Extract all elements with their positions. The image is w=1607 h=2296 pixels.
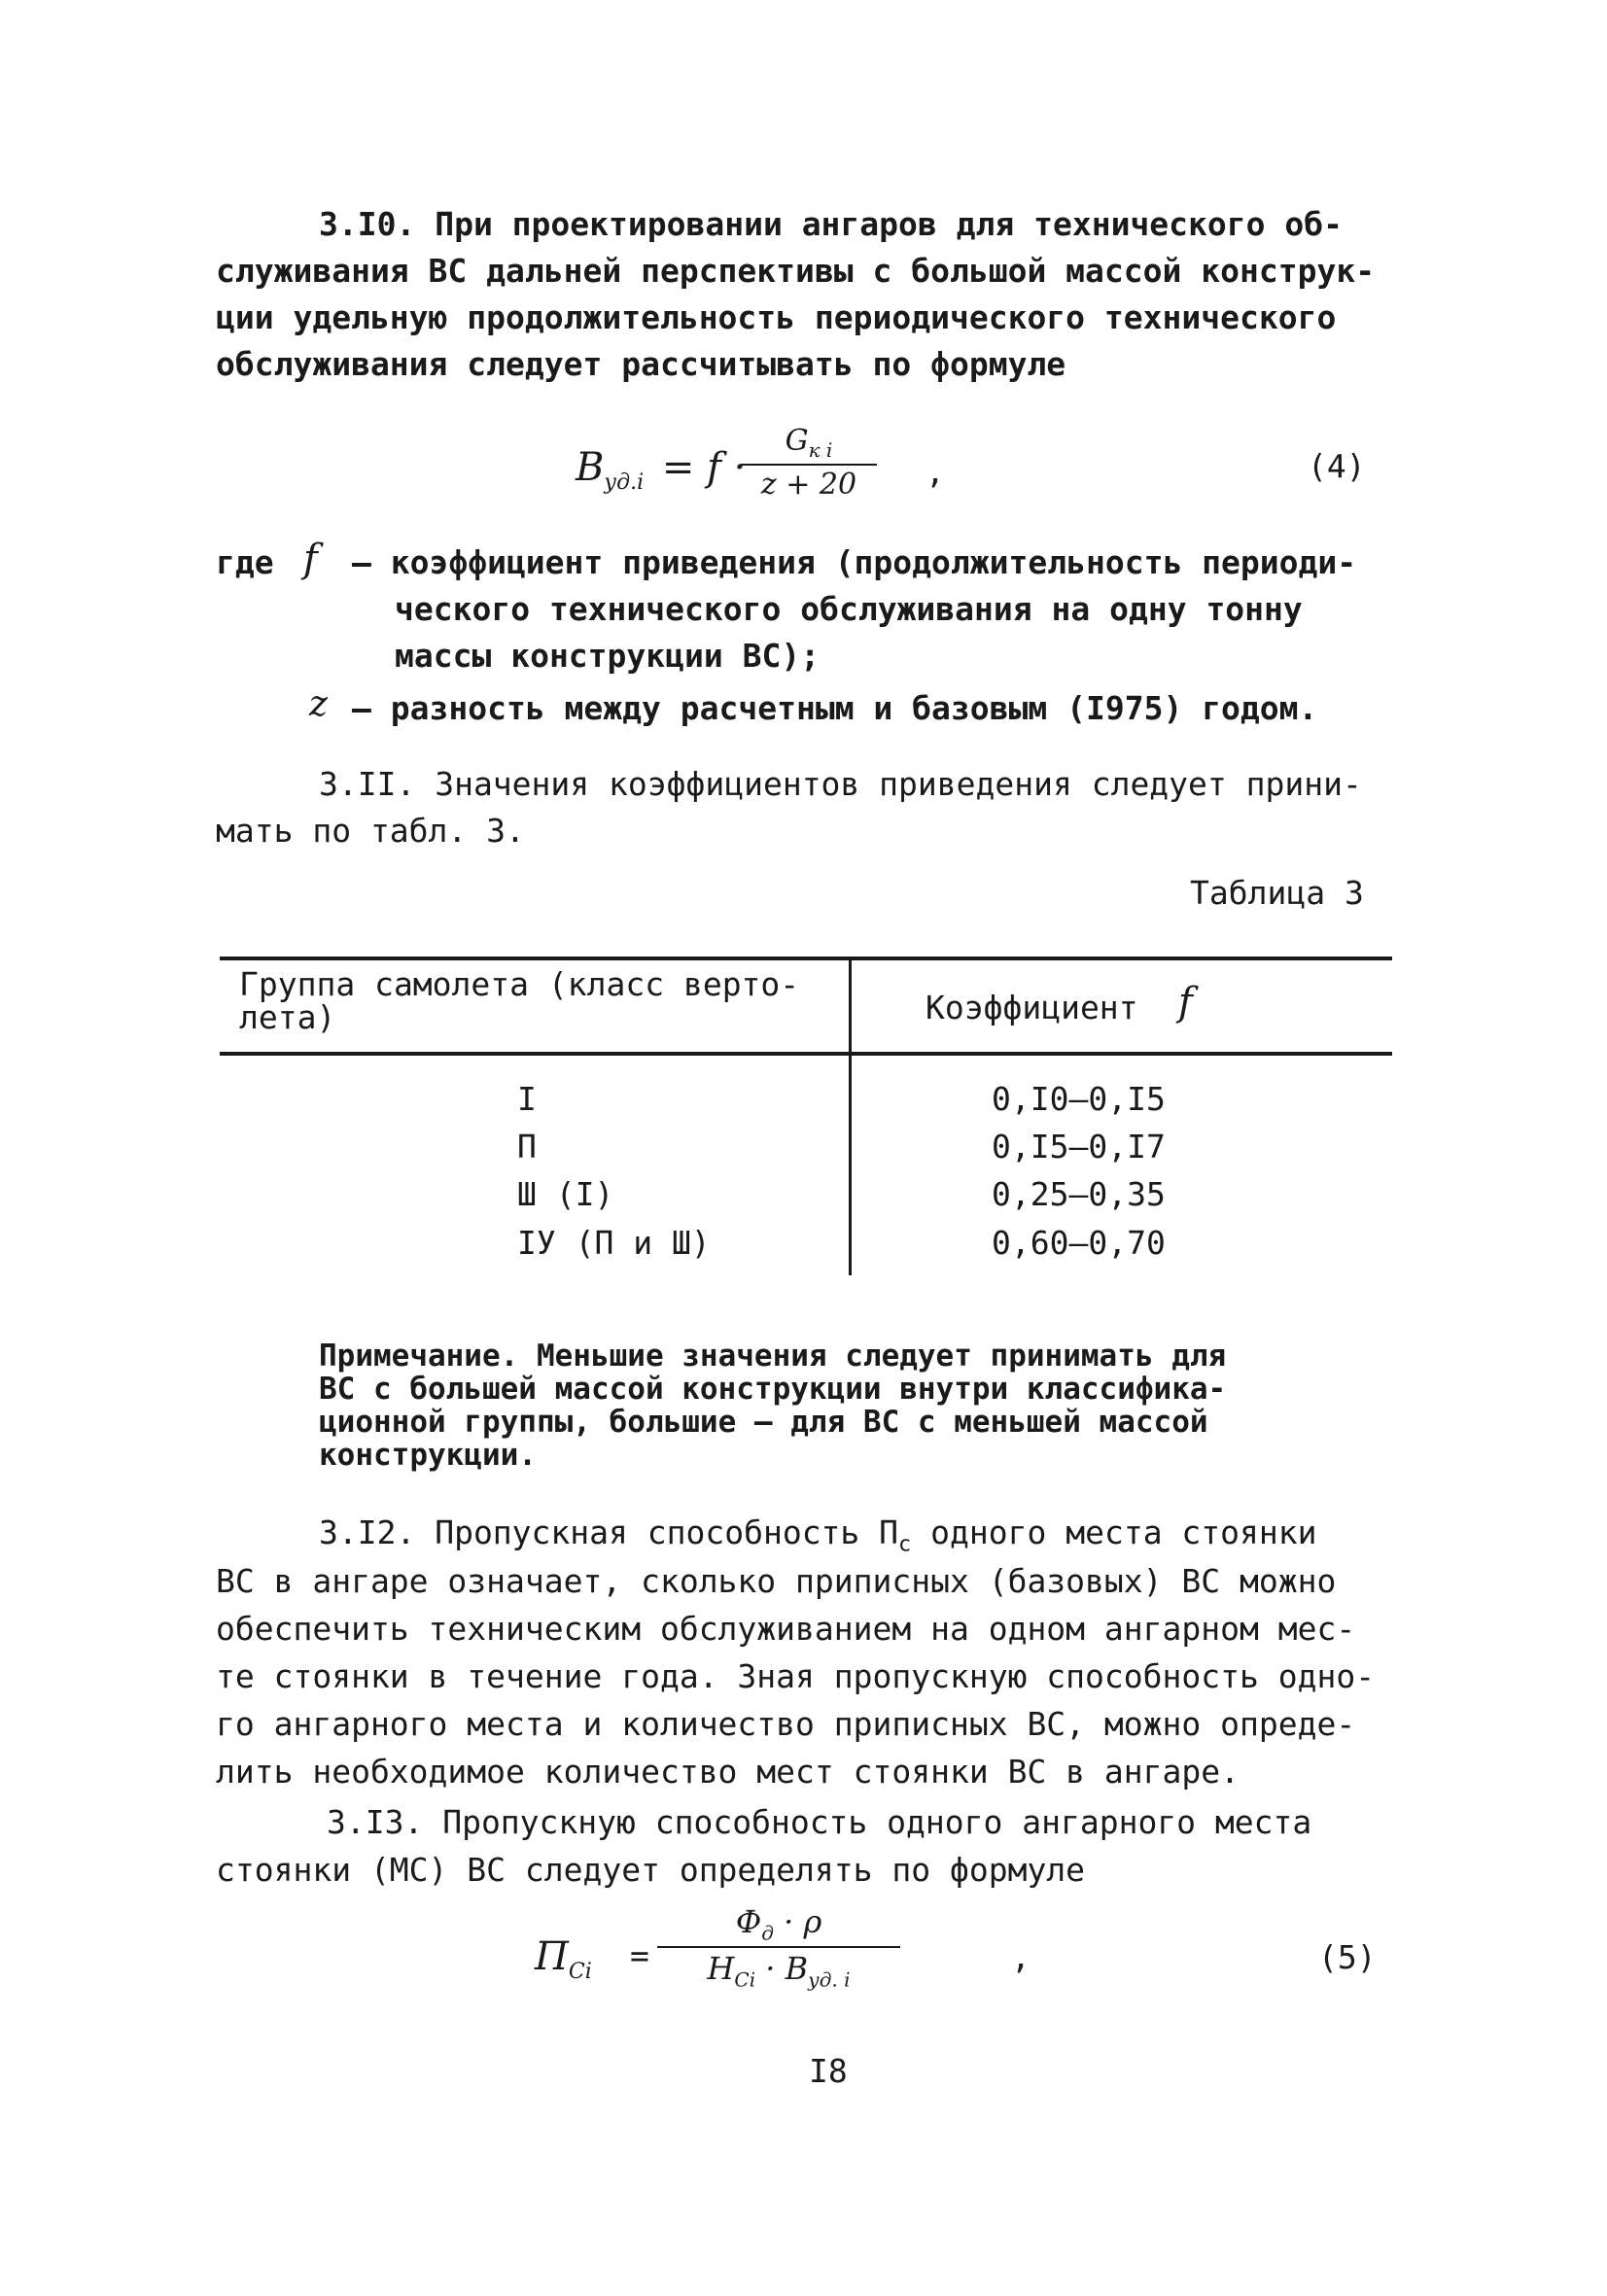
- table-cell-coef: 0,60–0,70: [992, 1224, 1166, 1262]
- paragraph-line: служивания ВС дальней перспективы с большой массой конструк-: [216, 252, 1376, 290]
- formula-equals: =: [630, 1936, 649, 1974]
- table-caption: Таблица 3: [1190, 874, 1364, 912]
- table-header-rule: [220, 1052, 1392, 1056]
- paragraph-line: ции удельную продолжительность периодического технического: [216, 298, 1337, 336]
- table-cell-coef: 0,I0–0,I5: [992, 1080, 1166, 1118]
- table-header-group-cont: лета): [239, 998, 336, 1036]
- formula-lhs: В: [576, 445, 605, 490]
- page-number: I8: [809, 2052, 848, 2090]
- table-header-f-symbol: f: [1178, 980, 1193, 1025]
- table-cell-group: П: [517, 1128, 537, 1165]
- table-cell-coef: 0,25–0,35: [992, 1175, 1166, 1213]
- formula-lhs-subscript: Сi: [568, 1960, 592, 1984]
- formula-number: (4): [1308, 447, 1366, 485]
- formula-numerator-subscript: к i: [808, 438, 833, 462]
- formula-numerator: G: [785, 424, 809, 458]
- formula-fraction: [741, 424, 877, 502]
- table-header-group: Группа самолета (класс верто-: [239, 965, 800, 1003]
- paragraph-line: 3.II. Значения коэффициентов приведения следует прини-: [319, 765, 1362, 803]
- formula-numerator-b: ρ: [803, 1903, 822, 1940]
- formula-lhs: П: [535, 1934, 569, 1979]
- formula-denominator-b: В: [785, 1950, 809, 1988]
- paragraph-line: обслуживания следует рассчитывать по формуле: [216, 345, 1066, 383]
- formula-denominator-a: Н: [707, 1950, 735, 1988]
- formula-lhs-subscript: уд.i: [604, 470, 645, 495]
- paragraph-line: 3.I0. При проектировании ангаров для технического об-: [319, 205, 1343, 243]
- definition-line: – разность между расчетным и базовым (I975) годом.: [352, 689, 1318, 727]
- formula-numerator-a: Ф: [735, 1903, 762, 1940]
- formula-numerator-a-subscript: д: [761, 1921, 774, 1945]
- paragraph-line: 3.I2. Пропускная способность $П_с$ одного места стоянки: [319, 1513, 1317, 1557]
- formula-denominator-a-subscript: Сi: [734, 1967, 756, 1992]
- paragraph-line: 3.I3. Пропускную способность одного ангарного места: [327, 1803, 1312, 1841]
- paragraph-line: те стоянки в течение года. Зная пропускную способность одно-: [216, 1657, 1376, 1695]
- formula-denominator: z + 20: [760, 468, 857, 502]
- table-top-rule: [220, 957, 1392, 960]
- where-label: где: [216, 543, 274, 581]
- table-header-coef: Коэффициент: [926, 989, 1138, 1026]
- paragraph-line: стоянки (МС) ВС следует определять по формуле: [216, 1851, 1086, 1889]
- formula-numerator-dot: ·: [773, 1903, 804, 1940]
- formula-comma: ,: [1011, 1938, 1031, 1976]
- formula-denominator-b-subscript: уд. i: [808, 1967, 851, 1992]
- paragraph-line: мать по табл. 3.: [216, 812, 525, 850]
- note-line: ционной группы, большие – для ВС с меньшей массой: [319, 1405, 1208, 1440]
- f-symbol: f: [303, 537, 318, 581]
- formula-fraction: [657, 1903, 900, 1992]
- table-cell-group: IУ (П и Ш): [517, 1224, 711, 1262]
- paragraph-line: ВС в ангаре означает, сколько приписных (базовых) ВС можно: [216, 1562, 1337, 1600]
- definition-line: ческого технического обслуживания на одну тонну: [395, 590, 1303, 628]
- definition-line: – коэффициент приведения (продолжительность периоди-: [352, 543, 1357, 581]
- table-cell-group: Ш (I): [517, 1175, 614, 1213]
- formula-denominator-dot: ·: [755, 1950, 786, 1988]
- z-symbol: z: [309, 684, 328, 724]
- table-cell-coef: 0,I5–0,I7: [992, 1128, 1166, 1165]
- definition-line: массы конструкции ВС);: [395, 637, 821, 675]
- note-line: конструкции.: [319, 1438, 537, 1473]
- formula-comma: ,: [926, 453, 945, 491]
- table-cell-group: I: [517, 1080, 537, 1118]
- paragraph-line: го ангарного места и количество приписных ВС, можно опреде-: [216, 1705, 1356, 1743]
- paragraph-line: лить необходимое количество мест стоянки ВС в ангаре.: [216, 1753, 1240, 1791]
- formula-number: (5): [1318, 1938, 1377, 1976]
- note-line: ВС с большей массой конструкции внутри классифика-: [319, 1372, 1227, 1407]
- formula-equals: = f ·: [661, 445, 747, 490]
- paragraph-line: обеспечить техническим обслуживанием на одном ангарном мес-: [216, 1610, 1356, 1648]
- note-line: Примечание. Меньшие значения следует принимать для: [319, 1339, 1227, 1374]
- table-column-divider: [849, 957, 852, 1275]
